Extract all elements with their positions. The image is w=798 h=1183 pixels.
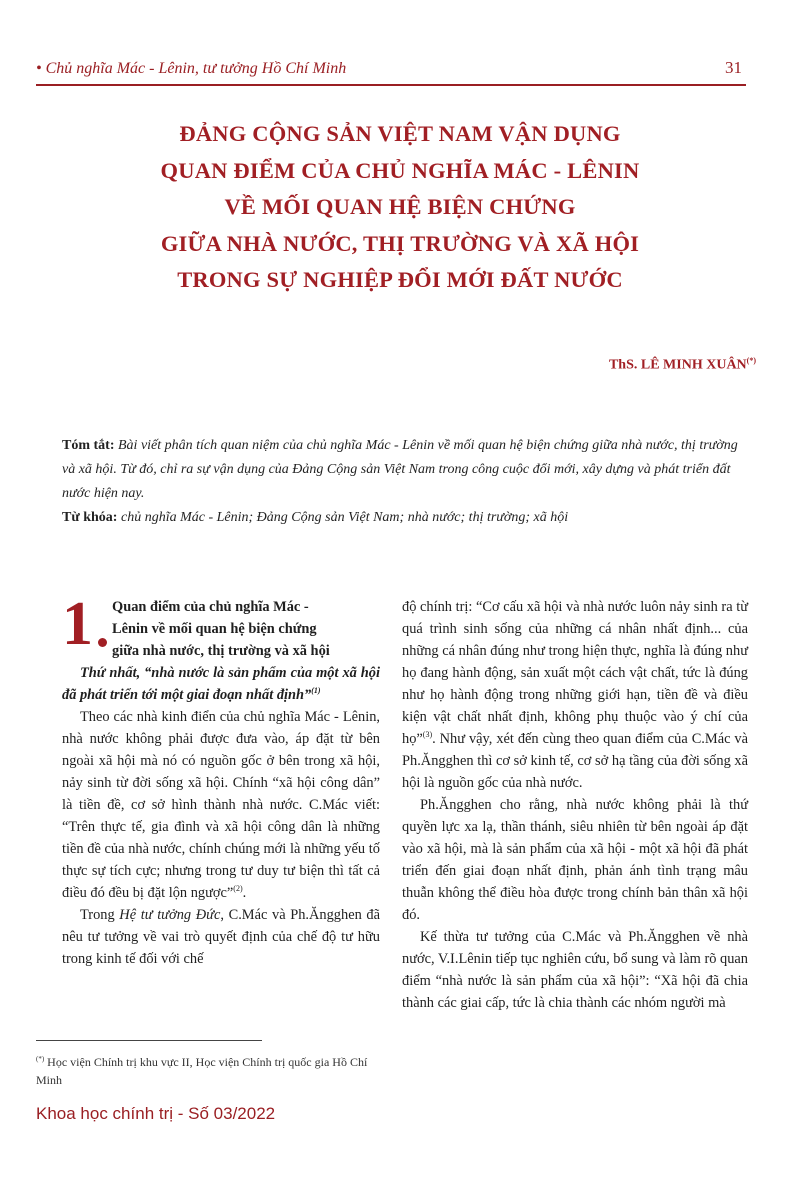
author-byline	[609, 356, 756, 374]
paragraph-lead: Trong	[80, 907, 120, 923]
title-line: ĐẢNG CỘNG SẢN VIỆT NAM VẬN DỤNG	[179, 121, 621, 146]
body-paragraph: Theo các nhà kinh điển của chủ nghĩa Mác - Lênin, nhà nước không phải được đưa vào, áp đặt từ bên ngoài xã hội mà nó có nguồn gốc ở bên trong xã hội, nảy sinh từ đời sống xã hội. Chính “xã hội công dân” là tiền đề, cơ sở hình thành nhà nước. C.Mác viết: “Trên thực tế, gia đình và xã hội công dân là những tiền đề của nhà nước, chính chúng mới là những yếu tố thực sự tích cực; nhưng trong tư duy tư biện thì tất cả điều đó đều bị đặt lộn ngược”$^{(2)}$.	[62, 709, 380, 901]
footnote-ref: (3)	[422, 730, 433, 740]
body-paragraph	[402, 926, 748, 1014]
author-footnote	[36, 1050, 382, 1089]
running-title: • Chủ nghĩa Mác - Lênin, tư tưởng Hồ Chí Minh	[36, 60, 347, 77]
running-header	[36, 58, 746, 86]
paragraph-text: Kế thừa tư tưởng của C.Mác và Ph.Ăngghen về nhà nước, V.I.Lênin tiếp tục nghiên cứu, bổ sung và làm rõ quan điểm “nhà nước là sản phẩm của xã hội”: “Xã hội đã chia thành các giai cấp, tức là chia thành các nhóm người mà	[402, 929, 748, 1011]
paragraph-text: , C.Mác và Ph.Ăngghen đã nêu tư tưởng về vai trò quyết định của chế độ tư hữu trong kinh tế đối với chế	[62, 907, 380, 967]
abstract-text: Bài viết phân tích quan niệm của chủ nghĩa Mác - Lênin về mối quan hệ biện chứng giữa nhà nước, thị trường và xã hội. Từ đó, chỉ ra sự vận dụng của Đảng Cộng sản Việt Nam trong công cuộc đổi mới, xây dựng và phát triển đất nước hiện nay.	[62, 438, 738, 501]
keywords	[62, 506, 748, 530]
title-line: VỀ MỐI QUAN HỆ BIỆN CHỨNG	[224, 194, 576, 219]
footnote-ref: (2)	[233, 884, 243, 894]
abstract-label: Tóm tắt:	[62, 438, 115, 453]
footnote-ref: (1)	[311, 686, 321, 696]
paragraph-text: Ph.Ăngghen cho rằng, nhà nước không phải là thứ quyền lực xa lạ, thần thánh, siêu nhiên từ bên ngoài áp đặt vào xã hội, mà là sản phẩm của xã hội - một xã hội đã phát triển đến giai đoạn nhất định, phản ánh tình trạng mâu thuẫn không thể điều hòa được trong chính bản thân xã hội đó.	[402, 797, 748, 923]
section-heading-block	[62, 590, 380, 662]
paragraph-text: độ chính trị: “Cơ cấu xã hội và nhà nước luôn nảy sinh ra từ quá trình sinh sống của những cá nhân nhất định... của những cá nhân đúng như trong hiện thực, nghĩa là đúng như họ đang hành động, sản xuất một cách vật chất, tức là đúng như họ hành động trong những giới hạn, tiền đề và điều kiện vật chất nhất định, không phụ thuộc vào ý chí của họ”	[402, 599, 748, 747]
keywords-label: Từ khóa:	[62, 510, 118, 525]
section-heading	[112, 596, 380, 662]
body-paragraph	[402, 794, 748, 926]
abstract-block	[62, 434, 748, 530]
keywords-text: chủ nghĩa Mác - Lênin; Đảng Cộng sản Việt Nam; nhà nước; thị trường; xã hội	[120, 510, 569, 525]
book-title: Hệ tư tưởng Đức	[119, 907, 221, 923]
title-line: TRONG SỰ NGHIỆP ĐỔI MỚI ĐẤT NƯỚC	[177, 267, 623, 292]
right-column	[402, 596, 748, 1014]
dropcap-bullet-icon	[98, 638, 107, 647]
point-heading-text: Thứ nhất, “nhà nước là sản phẩm của một xã hội đã phát triển tới một giai đoạn nhất định”	[62, 665, 380, 703]
page-number: 31	[725, 58, 742, 77]
journal-footer: Khoa học chính trị - Số 03/2022	[36, 1104, 276, 1123]
article-title	[60, 116, 740, 299]
author-note-mark: (*)	[746, 356, 756, 365]
point-heading	[62, 662, 380, 706]
left-column	[62, 590, 380, 970]
section-heading-line: Lênin về mối quan hệ biện chứng	[112, 621, 317, 637]
body-paragraph	[402, 596, 748, 794]
abstract	[62, 434, 748, 506]
author-name: ThS. LÊ MINH XUÂN	[608, 357, 747, 373]
section-heading-line: giữa nhà nước, thị trường và xã hội	[112, 643, 330, 659]
footnote-text: Học viện Chính trị khu vực II, Học viện Chính trị quốc gia Hồ Chí Minh	[36, 1055, 368, 1087]
section-heading-line: Quan điểm của chủ nghĩa Mác -	[112, 599, 309, 615]
body-paragraph	[62, 904, 380, 970]
paragraph-text: Theo các nhà kinh điển của chủ nghĩa Mác - Lênin, nhà nước không phải được đưa vào, áp đặt từ bên ngoài xã hội mà nó có nguồn gốc ở bên trong xã hội, nảy sinh từ đời sống xã hội. Chính “xã hội công dân” là tiền đề, cơ sở hình thành nhà nước. C.Mác viết: “Trên thực tế, gia đình và xã hội công dân là những tiền đề của nhà nước, chính chúng mới là những yếu tố thực sự tích cực; nhưng trong tư duy tư biện thì tất cả điều đó đều bị đặt lộn ngược”	[62, 709, 380, 901]
footnote-divider	[36, 1040, 262, 1041]
footnote-mark: (*)	[36, 1055, 45, 1063]
paragraph-text: . Như vậy, xét đến cùng theo quan điểm của C.Mác và Ph.Ăngghen thì cơ sở kinh tế, cơ sở hạ tầng của đời sống xã hội là nguồn gốc của nhà nước.	[402, 731, 748, 791]
title-line: QUAN ĐIỂM CỦA CHỦ NGHĨA MÁC - LÊNIN	[160, 157, 640, 183]
title-line: GIỮA NHÀ NƯỚC, THỊ TRƯỜNG VÀ XÃ HỘI	[160, 230, 640, 256]
section-number-dropcap: 1	[62, 590, 93, 658]
